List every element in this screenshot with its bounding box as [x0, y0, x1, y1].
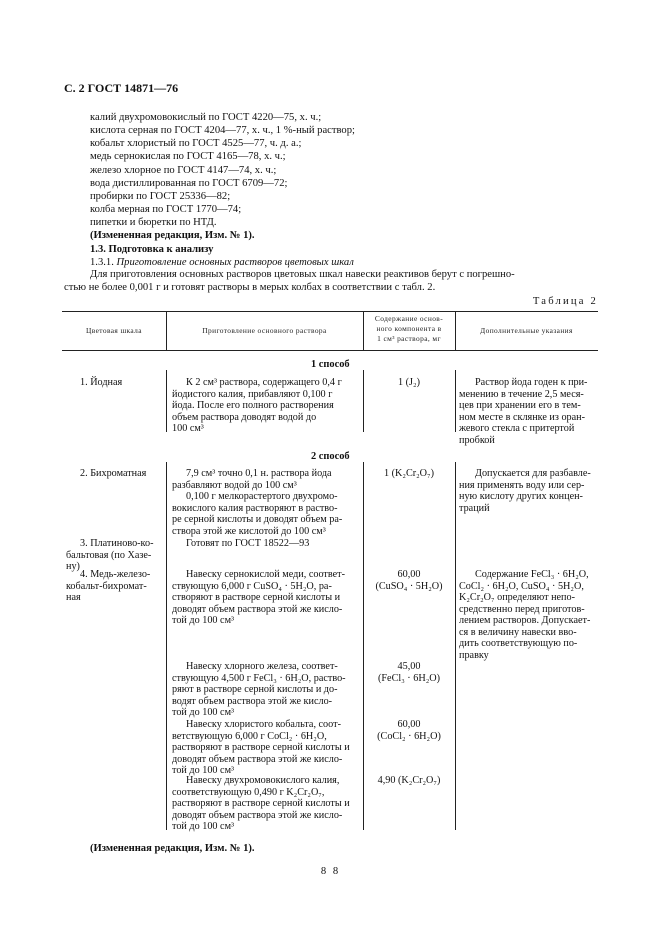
scale-name: 1. Йодная — [80, 377, 123, 388]
text-line: водят объем раствора этой же кисло- — [172, 695, 333, 707]
subsection-title: Приготовление основных растворов цветовых шкал — [116, 256, 354, 268]
text-line: объем раствора доводят водой до — [172, 411, 317, 423]
text-line: разбавляют водой до 100 см³ — [172, 479, 297, 491]
prep-cell — [172, 719, 360, 777]
content-cell: 4,90 (K₂Cr₂O₇) — [377, 775, 441, 786]
prep-cell: Готовят по ГОСТ 18522—93 — [186, 538, 310, 549]
text-line: CoCl₂ · 6H₂O, CuSO₄ · 5H₂O, — [459, 580, 584, 592]
edit-note: (Измененная редакция, Изм. № 1). — [90, 230, 255, 242]
text-line: створа этой же кислотой до 100 см³ — [172, 525, 326, 537]
reagent-item: кобальт хлористый по ГОСТ 4525—77, ч. д. а.; — [90, 138, 302, 150]
text-line: 45,00 — [397, 661, 421, 672]
table-top-rule — [62, 311, 598, 312]
header-line: ного компонента в — [376, 324, 442, 333]
text-line: дить соответствующую по- — [459, 638, 578, 650]
prep-cell — [172, 661, 360, 719]
text-line: Содержание FeCl₃ · 6H₂O, — [475, 569, 589, 580]
text-line: ся в величину навески вво- — [459, 626, 577, 638]
text-line: Навеску двухромовокислого калия, — [186, 775, 340, 786]
text-line: 60,00 — [397, 719, 421, 730]
scale-name: 2. Бихроматная — [80, 468, 147, 479]
text-line: жевого стекла с притертой — [459, 423, 575, 435]
prep-cell — [172, 468, 360, 537]
text-line: ном месте в склянке из оран- — [459, 411, 586, 423]
notes-cell — [459, 468, 599, 514]
prep-cell — [172, 377, 358, 435]
text-line: (CuSO₄ · 5H₂O) — [375, 580, 443, 592]
paragraph-line: стью не более 0,001 г и готовят растворы в мерых колбах в соответствии с табл. 2. — [64, 282, 436, 293]
text-line: бальтовая (по Хазе- — [66, 549, 152, 561]
notes-cell — [459, 569, 599, 661]
text-line: Допускается для разбавле- — [475, 468, 591, 479]
reagent-item: кислота серная по ГОСТ 4204—77, х. ч., 1 %-ный раствор; — [90, 125, 355, 137]
text-line: ре серной кислоты и доводят объем ра- — [172, 514, 343, 526]
content-cell — [363, 719, 455, 742]
edit-note: (Измененная редакция, Изм. № 1). — [90, 843, 255, 854]
page-number: 8 8 — [320, 866, 341, 877]
scale-name — [66, 569, 150, 604]
text-line: 7,9 см³ точно 0,1 н. раствора йода — [186, 468, 332, 479]
section-title: 1.3. Подготовка к анализу — [90, 243, 214, 255]
method-heading: 1 способ — [311, 359, 350, 370]
reagent-item: колба мерная по ГОСТ 1770—74; — [90, 204, 242, 216]
scale-name — [66, 538, 153, 573]
text-line: K₂Cr₂O₇ определяют непо- — [459, 592, 575, 604]
text-line: доводят объем раствора этой же кисло- — [172, 603, 343, 615]
reagent-item: вода дистиллированная по ГОСТ 6709—72; — [90, 177, 288, 189]
notes-cell — [459, 377, 599, 446]
text-line: 0,100 г мелкорастертого двухромо- — [186, 491, 338, 503]
method-heading: 2 способ — [311, 451, 350, 462]
text-line: Навеску хлористого кобальта, соот- — [186, 719, 341, 730]
text-line: Навеску сернокислой меди, соответ- — [186, 569, 345, 580]
text-line: вокислого калия растворяют в раство- — [172, 502, 338, 514]
text-line: 60,00 — [397, 569, 421, 580]
body-paragraph-cont — [64, 281, 579, 294]
text-line: 100 см³ — [172, 423, 204, 435]
text-line: ветствующую 6,000 г CoCl₂ · 6H₂O, — [172, 730, 327, 742]
prep-cell — [172, 775, 360, 833]
text-line: йодистого калия, прибавляют 0,100 г — [172, 388, 333, 400]
body-paragraph — [90, 268, 605, 281]
content-cell: 1 (J₂) — [398, 377, 420, 388]
paragraph-line: Для приготовления основных растворов цветовых шкал навески реактивов берут с погрешно- — [90, 269, 515, 280]
reagent-item: пробирки по ГОСТ 25336—82; — [90, 190, 231, 202]
text-line: ряют в растворе серной кислоты и до- — [172, 684, 338, 696]
content-cell: 1 (K₂Cr₂O₇) — [384, 468, 434, 479]
col-header-notes: Дополнительные указания — [480, 326, 573, 335]
text-line: средственно перед приготов- — [459, 603, 585, 615]
col-header-scale: Цветовая шкала — [86, 326, 142, 335]
reagent-list — [90, 111, 605, 269]
text-line: (CoCl₂ · 6H₂O) — [377, 730, 441, 742]
text-line: доводят объем раствора этой же кисло- — [172, 809, 343, 821]
text-line: йода. После его полного растворения — [172, 400, 334, 412]
text-line: створяют в растворе серной кислоты и — [172, 592, 341, 604]
text-line: ную кислоту других концен- — [459, 491, 583, 503]
reagent-item: пипетки и бюретки по НТД. — [90, 217, 217, 229]
text-line: правку — [459, 649, 489, 661]
col-divider — [166, 462, 167, 830]
text-line: ствующую 6,000 г CuSO₄ · 5H₂O, ра- — [172, 580, 332, 592]
text-line: Раствор йода годен к при- — [475, 377, 588, 388]
header-line: 1 см³ раствора, мг — [377, 334, 441, 343]
text-line: той до 100 см³ — [172, 615, 235, 627]
reagent-item: медь сернокислая по ГОСТ 4165—78, х. ч.; — [90, 151, 286, 163]
col-divider — [166, 370, 167, 432]
table-header-rule — [62, 350, 598, 351]
text-line: той до 100 см³ — [172, 765, 235, 777]
text-line: пробкой — [459, 434, 495, 446]
text-line: растворяют в растворе серной кислоты и — [172, 798, 350, 810]
text-line: ная — [66, 592, 81, 604]
text-line: доводят объем раствора этой же кисло- — [172, 753, 343, 765]
text-line: 3. Платиново-ко- — [80, 538, 154, 549]
text-line: (FeCl₃ · 6H₂O) — [378, 672, 440, 684]
text-line: кобальт-бихромат- — [66, 580, 147, 592]
text-line: траций — [459, 502, 490, 514]
reagent-item: калий двухромовокислый по ГОСТ 4220—75, х. ч.; — [90, 112, 322, 123]
text-line: Навеску хлорного железа, соответ- — [186, 661, 338, 672]
text-line: той до 100 см³ — [172, 707, 235, 719]
text-line: 4. Медь-железо- — [80, 569, 151, 580]
text-line: менению в течение 2,5 меся- — [459, 388, 584, 400]
page-header: С. 2 ГОСТ 14871—76 — [64, 81, 179, 95]
subsection-heading — [90, 256, 605, 269]
text-line: К 2 см³ раствора, содержащего 0,4 г — [186, 377, 342, 388]
text-line: растворяют в растворе серной кислоты и — [172, 742, 350, 754]
col-divider — [455, 370, 456, 432]
col-divider — [455, 462, 456, 830]
col-header-prep: Приготовление основного раствора — [202, 326, 327, 335]
table-caption: Таблица 2 — [532, 296, 598, 307]
header-line: Содержание основ- — [374, 314, 444, 323]
text-line: соответствующую 0,490 г K₂Cr₂O₇, — [172, 786, 325, 798]
text-line: ния применять воду или сер- — [459, 479, 585, 491]
content-cell — [363, 661, 455, 684]
text-line: ствующую 4,500 г FeCl₃ · 6H₂O, раство- — [172, 672, 346, 684]
col-header-content — [363, 314, 455, 344]
content-cell — [363, 569, 455, 592]
reagent-item: железо хлорное по ГОСТ 4147—74, х. ч.; — [90, 164, 277, 176]
text-line: ну) — [66, 561, 80, 573]
text-line: лением растворов. Допускает- — [459, 615, 591, 627]
subsection-number: 1.3.1. — [90, 256, 114, 268]
prep-cell — [172, 569, 360, 627]
text-line: той до 100 см³ — [172, 821, 235, 833]
text-line: цев при хранении его в тем- — [459, 400, 581, 412]
